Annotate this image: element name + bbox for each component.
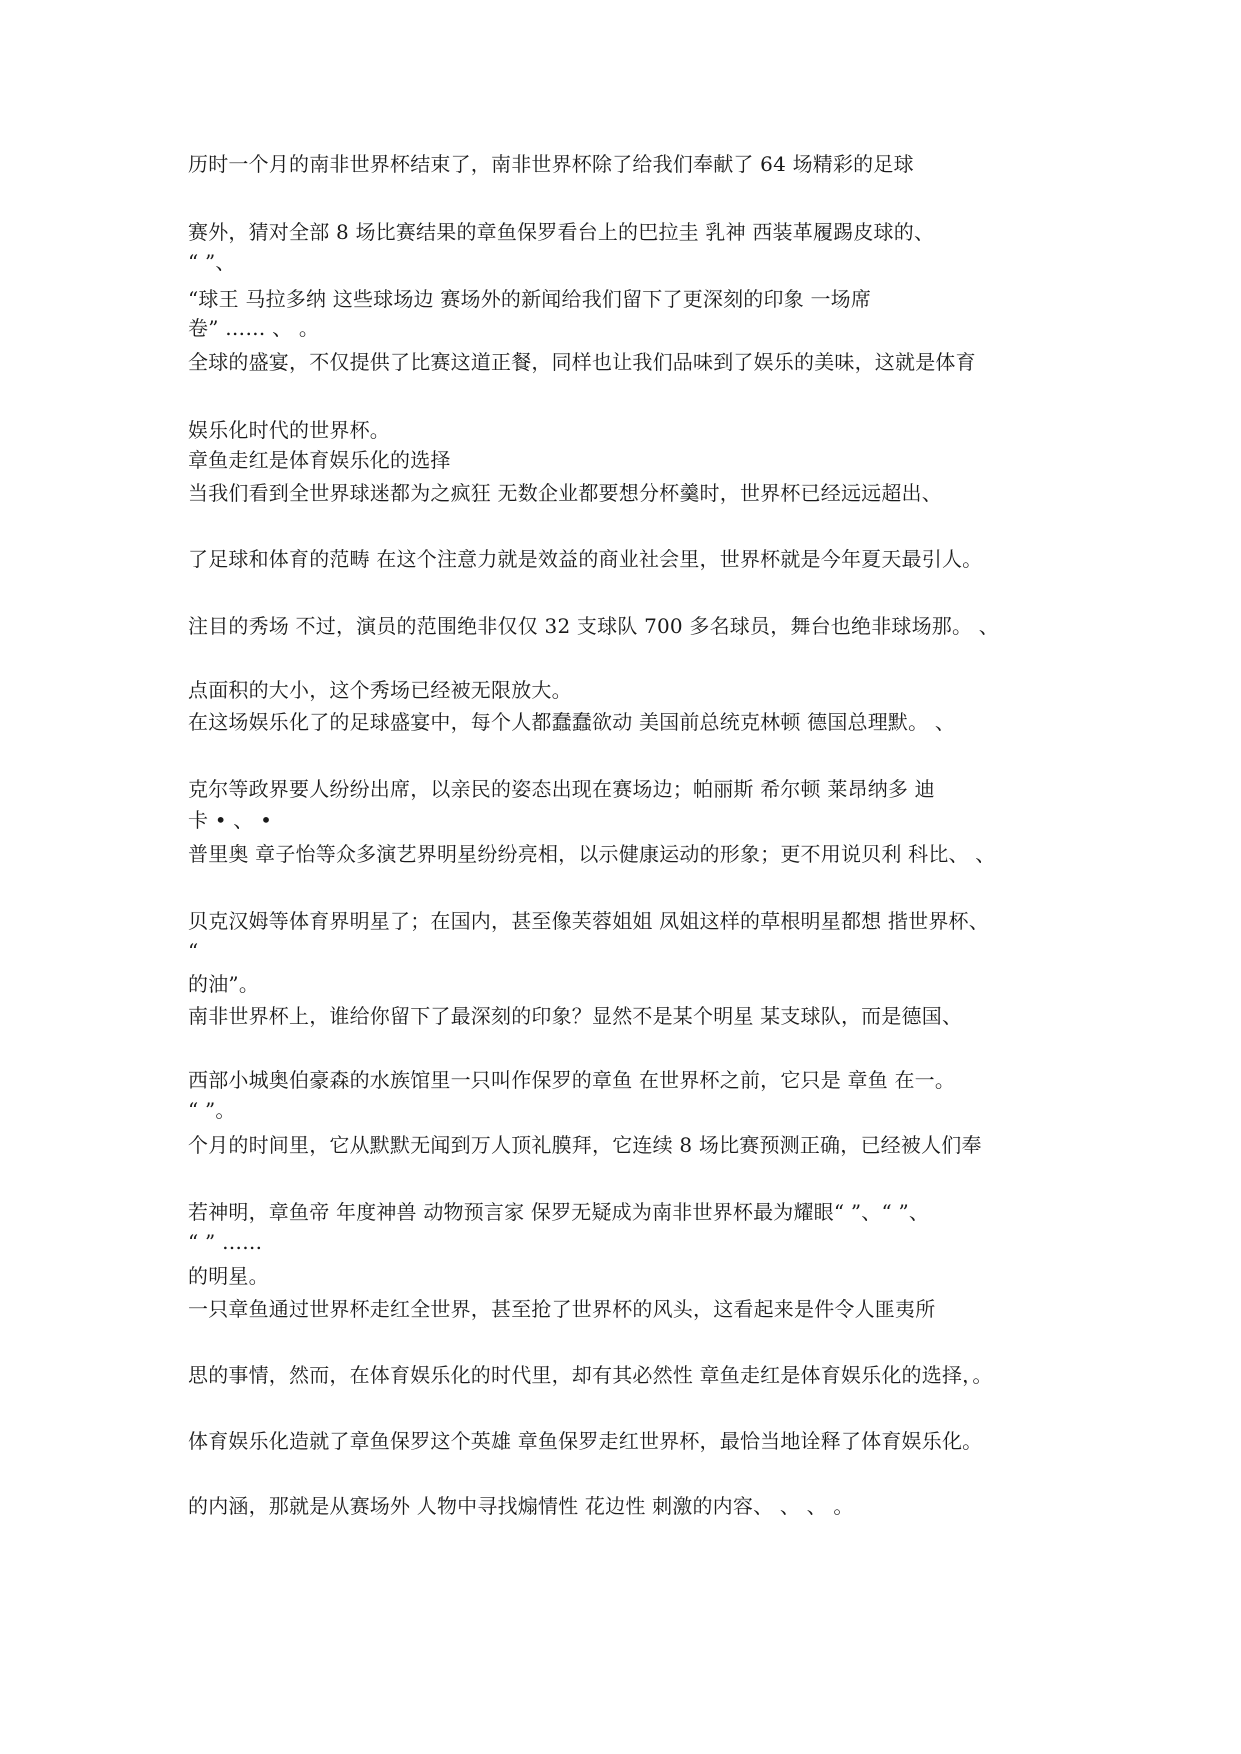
text-line: 南非世界杯上，谁给你留下了最深刻的印象？显然不是某个明星 某支球队，而是德国、 [188,1004,963,1028]
text-line: 历时一个月的南非世界杯结束了，南非世界杯除了给我们奉献了 64 场精彩的足球 [188,152,914,176]
text-line: 体育娱乐化造就了章鱼保罗这个英雄 章鱼保罗走红世界杯，最恰当地诠释了体育娱乐化。 [188,1429,983,1453]
text-line: 一只章鱼通过世界杯走红全世界，甚至抢了世界杯的风头，这看起来是件令人匪夷所 [188,1297,936,1321]
text-line: 卷” …… 、 。 [188,316,320,340]
text-line: 西部小城奥伯豪森的水族馆里一只叫作保罗的章鱼 在世界杯之前，它只是 章鱼 在一。 [188,1068,956,1092]
text-line: 贝克汉姆等体育界明星了；在国内，甚至像芙蓉姐姐 凤姐这样的草根明星都想 揩世界杯、 [188,909,989,933]
text-line: “ [188,939,199,963]
text-line: 章鱼走红是体育娱乐化的选择 [188,448,451,472]
text-line: 的油”。 [188,972,260,996]
text-line: “ ”。 [188,1098,236,1122]
text-line: 注目的秀场 不过，演员的范围绝非仅仅 32 支球队 700 多名球员，舞台也绝非球场那。 、 [188,614,999,638]
text-line: 的明星。 [188,1264,269,1288]
text-line: 普里奥 章子怡等众多演艺界明星纷纷亮相，以示健康运动的形象；更不用说贝利 科比、 、 [188,842,996,866]
text-line: 思的事情，然而，在体育娱乐化的时代里，却有其必然性 章鱼走红是体育娱乐化的选择，。 [188,1363,993,1387]
text-line: 全球的盛宴，不仅提供了比赛这道正餐，同样也让我们品味到了娱乐的美味，这就是体育 [188,350,976,374]
text-line: 克尔等政界要人纷纷出席，以亲民的姿态出现在赛场边；帕丽斯 希尔顿 莱昂纳多 迪 [188,777,935,801]
text-line: 了足球和体育的范畴 在这个注意力就是效益的商业社会里，世界杯就是今年夏天最引人。 [188,547,983,571]
text-line: 点面积的大小，这个秀场已经被无限放大。 [188,678,572,702]
text-line: 当我们看到全世界球迷都为之疯狂 无数企业都要想分杯羹时，世界杯已经远远超出、 [188,481,942,505]
text-line: 娱乐化时代的世界杯。 [188,418,390,442]
text-line: 若神明，章鱼帝 年度神兽 动物预言家 保罗无疑成为南非世界杯最为耀眼“ ”、“ ”、 [188,1200,930,1224]
text-line: 个月的时间里，它从默默无闻到万人顶礼膜拜，它连续 8 场比赛预测正确，已经被人们奉 [188,1133,982,1157]
text-line: 在这场娱乐化了的足球盛宴中，每个人都蠢蠢欲动 美国前总统克林顿 德国总理默。 、 [188,710,956,734]
text-line: “ ”、 [188,250,236,274]
text-line: “球王 马拉多纳 这些球场边 赛场外的新闻给我们留下了更深刻的印象 一场席 [188,287,872,311]
text-line: 的内涵，那就是从赛场外 人物中寻找煽情性 花边性 刺激的内容、 、 、 。 [188,1494,854,1518]
text-line: 卡 • 、 • [188,808,273,832]
text-line: “ ” …… [188,1230,263,1254]
text-line: 赛外，猜对全部 8 场比赛结果的章鱼保罗看台上的巴拉圭 乳神 西装革履踢皮球的、 [188,220,935,244]
